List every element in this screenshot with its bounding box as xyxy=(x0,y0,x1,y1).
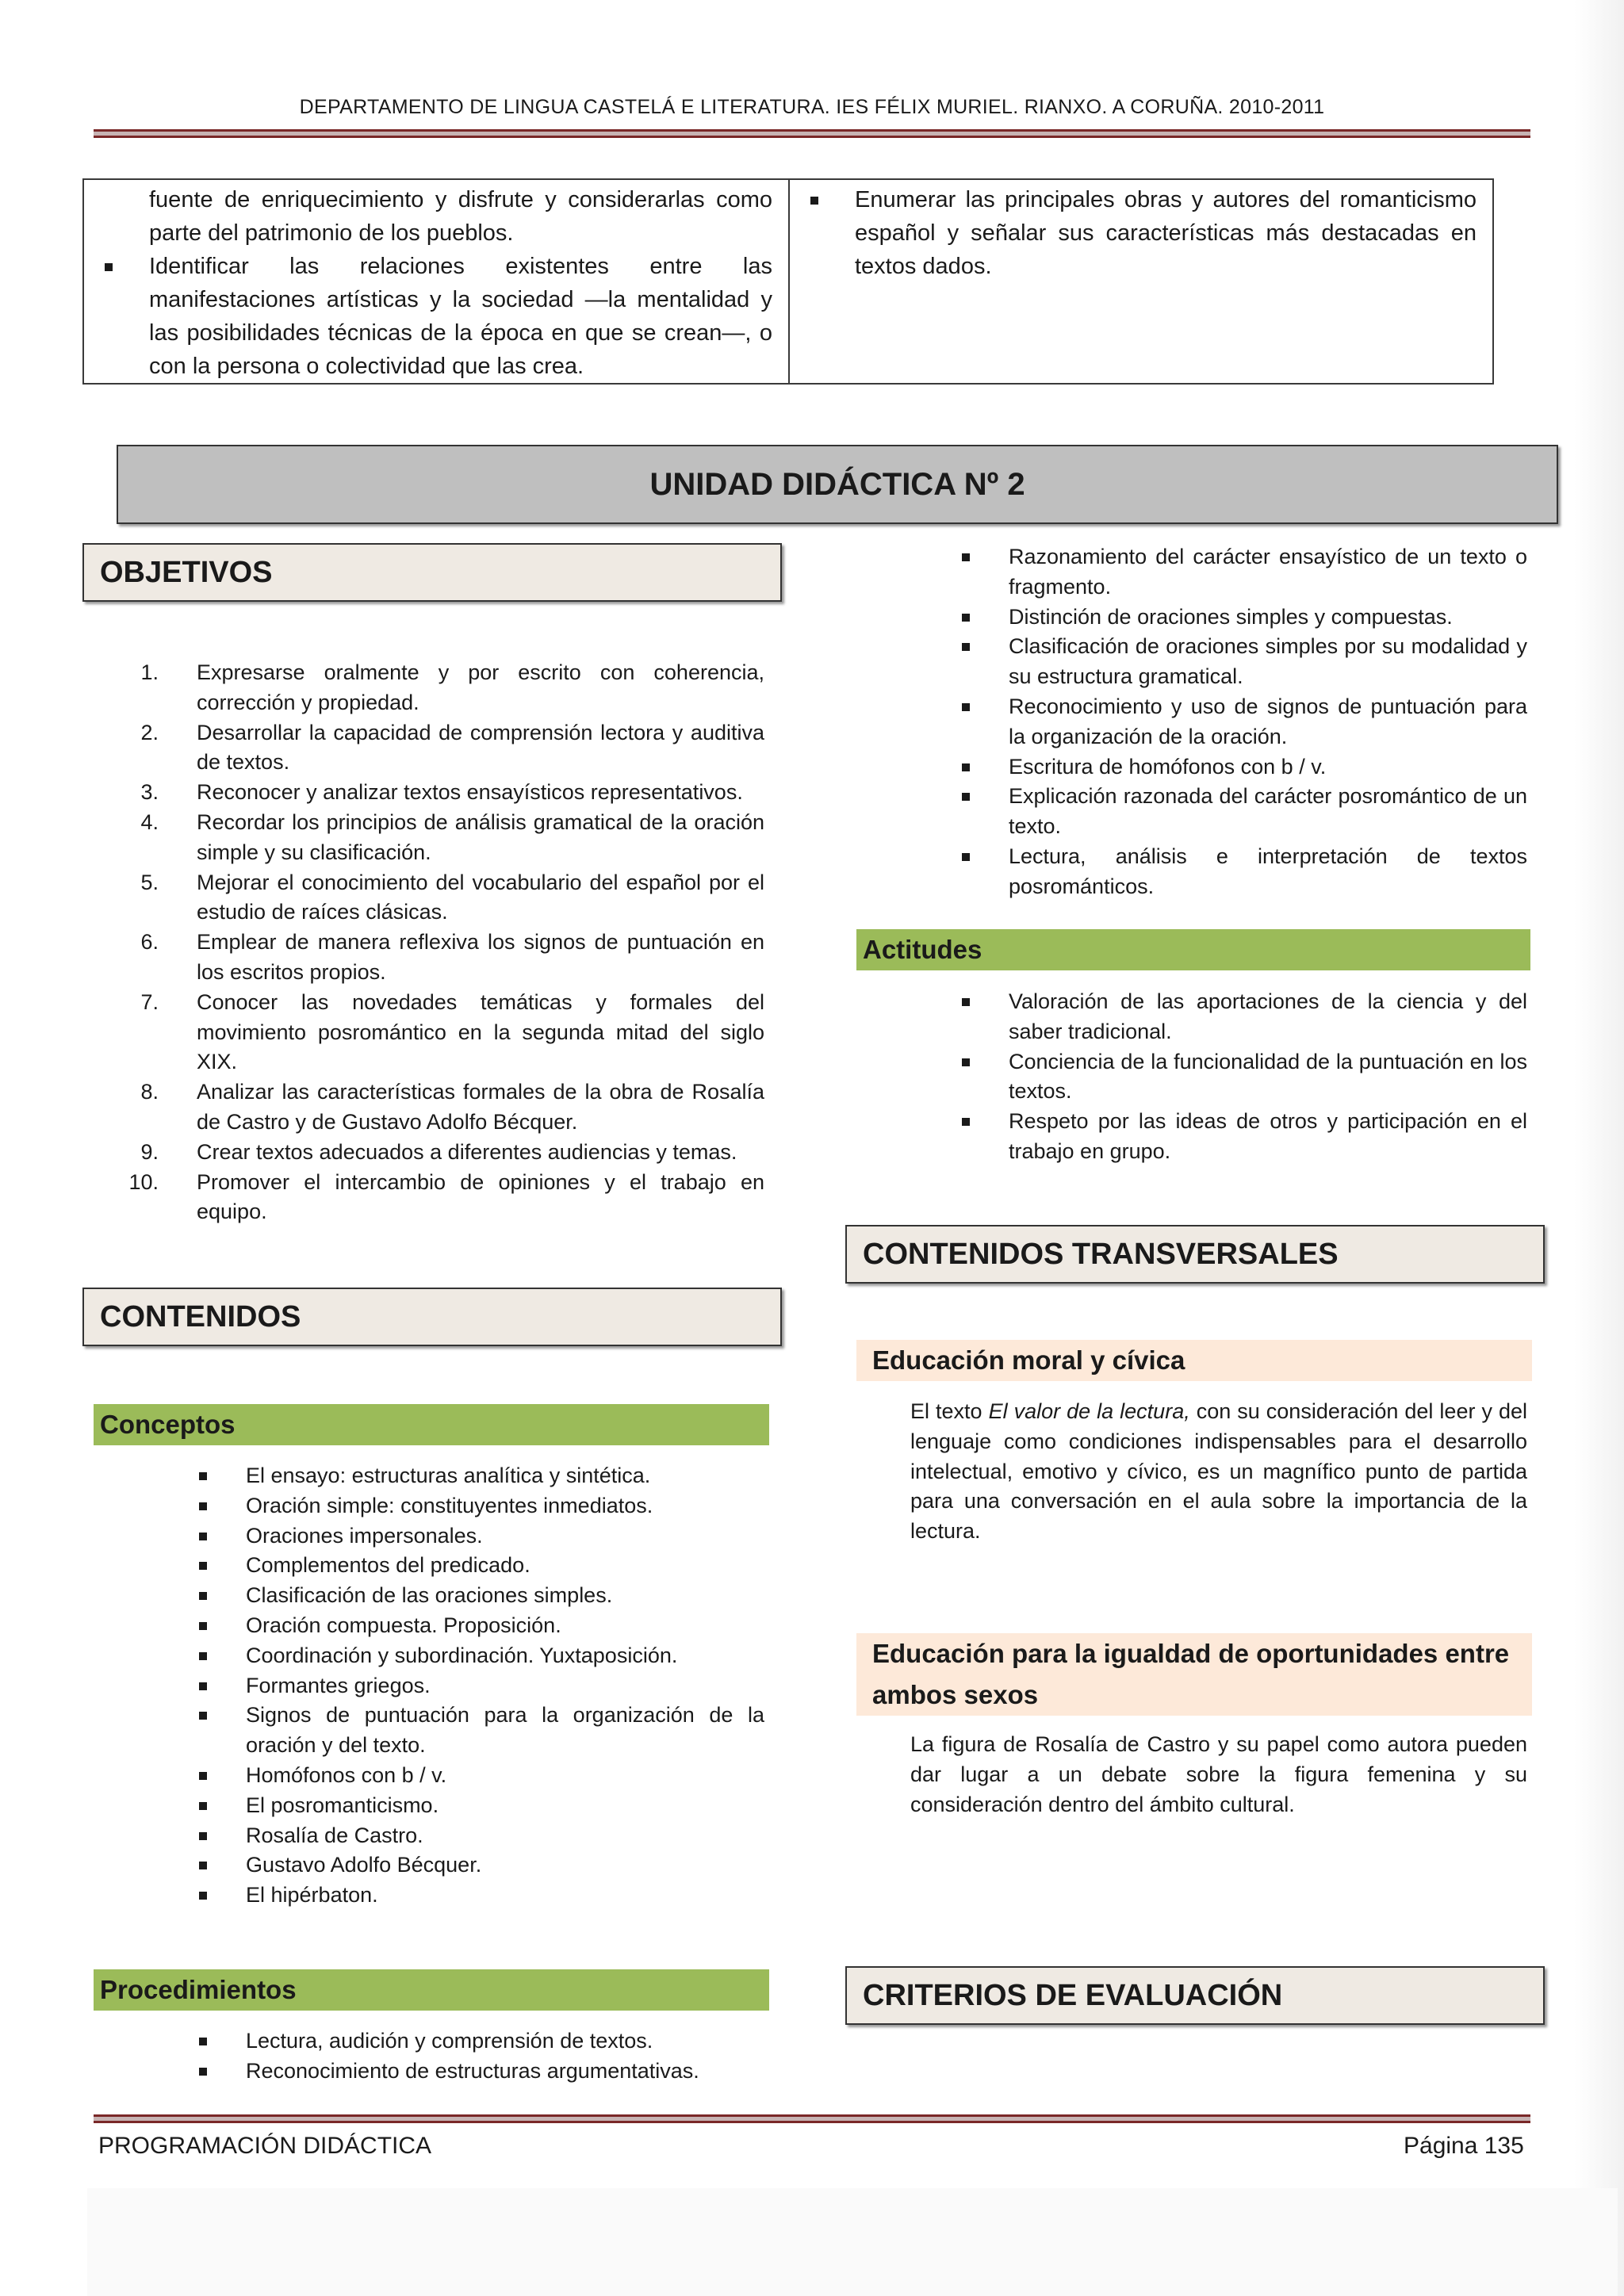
list-item xyxy=(198,1881,764,1911)
table-list-item xyxy=(100,250,772,383)
footer-rule xyxy=(94,2114,1530,2123)
list-number: 7. xyxy=(140,989,159,1014)
list-number: 10. xyxy=(128,1169,159,1194)
page-right-shade xyxy=(1574,0,1624,2296)
list-item-text: Lectura, audición y comprensión de textos. xyxy=(246,2029,653,2053)
bullet-icon xyxy=(199,1832,207,1840)
page-header: DEPARTAMENTO DE LINGUA CASTELÁ E LITERATURA. IES FÉLIX MURIEL. RIANXO. A CORUÑA. 2010-2011 xyxy=(299,96,1325,118)
list-number: 1. xyxy=(140,660,159,684)
bullet-icon xyxy=(199,1712,207,1720)
list-item-text: Reconocer y analizar textos ensayísticos representativos. xyxy=(197,780,743,805)
table-cell-left xyxy=(83,179,789,384)
igualdad-text: La figura de Rosalía de Castro y su papel como autora pueden dar lugar a un debate sobre la figura femenina y su consideración dentro del ámbito cultural. xyxy=(910,1732,1527,1816)
moral-text-post: con su consideración del leer y del lenguaje como condiciones indispensables para el desarrollo intelectual, emotivo y cívico, es un magnífico punto de partida para una conversación en el aula sobre la importancia de la lectura. xyxy=(910,1399,1528,1544)
list-item-text: Conocer las novedades temáticas y formales del movimiento posromántico en la segunda mitad del siglo XIX. xyxy=(197,989,764,1074)
list-item xyxy=(959,1047,1527,1108)
list-item xyxy=(198,1641,764,1671)
list-item-text: Explicación razonada del carácter posromántico de un texto. xyxy=(1009,784,1527,839)
list-item-text: Homófonos con b / v. xyxy=(246,1762,447,1787)
procedimientos-label: Procedimientos xyxy=(94,1969,769,2011)
list-item xyxy=(198,1701,764,1761)
objetivos-heading: OBJETIVOS xyxy=(82,543,782,602)
list-item-text: Reconocimiento de estructuras argumentativas. xyxy=(246,2058,699,2083)
list-item xyxy=(198,1791,764,1821)
objetivos-list xyxy=(128,658,764,1227)
bullet-icon xyxy=(199,1622,207,1630)
bullet-icon xyxy=(962,1058,970,1066)
list-item xyxy=(198,1671,764,1701)
procedimientos-list-left xyxy=(198,2026,764,2087)
bullet-icon xyxy=(199,1682,207,1690)
list-item-text: Clasificación de oraciones simples por su modalidad y su estructura gramatical. xyxy=(1009,634,1527,689)
header-rule xyxy=(94,129,1530,138)
moral-text-title: El valor de la lectura, xyxy=(988,1399,1190,1423)
igualdad-label: Educación para la igualdad de oportunidades entre ambos sexos xyxy=(856,1633,1532,1716)
bullet-icon xyxy=(199,1772,207,1780)
list-item-text: El hipérbaton. xyxy=(246,1883,378,1908)
bullet-icon xyxy=(199,1592,207,1600)
list-item xyxy=(198,1611,764,1641)
bullet-icon xyxy=(810,197,818,205)
list-item-text: Razonamiento del carácter ensayístico de un texto o fragmento. xyxy=(1009,545,1527,599)
bullet-icon xyxy=(962,703,970,711)
bullet-icon xyxy=(199,2038,207,2045)
list-item-text: Expresarse oralmente y por escrito con coherencia, corrección y propiedad. xyxy=(197,660,764,714)
bullet-icon xyxy=(199,1862,207,1869)
list-item-text: Desarrollar la capacidad de comprensión lectora y auditiva de textos. xyxy=(197,720,764,775)
list-item xyxy=(959,632,1527,692)
list-item xyxy=(198,2057,764,2087)
list-item xyxy=(140,778,764,808)
list-item xyxy=(959,842,1527,902)
bullet-icon xyxy=(105,263,113,271)
bullet-icon xyxy=(199,1892,207,1900)
list-item-text: Escritura de homófonos con b / v. xyxy=(1009,754,1327,779)
unit-title: UNIDAD DIDÁCTICA Nº 2 xyxy=(117,445,1558,524)
list-item-text: Formantes griegos. xyxy=(246,1673,431,1697)
list-item xyxy=(198,2026,764,2057)
bullet-icon xyxy=(199,1562,207,1570)
list-item-text: Respeto por las ideas de otros y participación en el trabajo en grupo. xyxy=(1009,1109,1527,1163)
bullet-icon xyxy=(962,998,970,1006)
bullet-icon xyxy=(962,614,970,622)
list-item xyxy=(198,1850,764,1881)
list-item xyxy=(198,1581,764,1611)
list-item-text: Analizar las características formales de la obra de Rosalía de Castro y de Gustavo Adolfo Bécquer. xyxy=(197,1080,764,1134)
list-item-text: Distinción de oraciones simples y compuestas. xyxy=(1009,604,1453,629)
list-number: 3. xyxy=(140,780,159,805)
conceptos-list xyxy=(198,1461,764,1911)
list-item xyxy=(198,1461,764,1491)
list-item-text: Oración simple: constituyentes inmediatos. xyxy=(246,1493,653,1517)
list-number: 4. xyxy=(140,809,159,834)
list-number: 5. xyxy=(140,870,159,894)
bullet-icon xyxy=(199,1533,207,1540)
list-item xyxy=(959,1107,1527,1167)
bullet-icon xyxy=(199,1472,207,1480)
bullet-icon xyxy=(199,1652,207,1660)
list-item-text: Promover el intercambio de opiniones y el trabajo en equipo. xyxy=(197,1169,764,1224)
list-number: 2. xyxy=(140,720,159,744)
list-item xyxy=(959,752,1527,783)
table-list-item-text: Identificar las relaciones existentes entre las manifestaciones artísticas y la sociedad —la mentalidad y las posibilidades técnicas de la época en que se crean—, o con la persona o colectividad que las crea. xyxy=(149,254,772,379)
list-item xyxy=(198,1821,764,1851)
actitudes-label: Actitudes xyxy=(856,929,1530,970)
bullet-icon xyxy=(962,793,970,801)
list-item xyxy=(959,542,1527,603)
list-item xyxy=(198,1761,764,1791)
list-item-text: Valoración de las aportaciones de la ciencia y del saber tradicional. xyxy=(1009,989,1527,1043)
list-item xyxy=(140,808,764,868)
list-number: 9. xyxy=(140,1139,159,1164)
list-item-text: Conciencia de la funcionalidad de la puntuación en los textos. xyxy=(1009,1049,1527,1104)
list-number: 8. xyxy=(140,1080,159,1104)
list-item xyxy=(959,603,1527,633)
conceptos-label: Conceptos xyxy=(94,1404,769,1445)
bullet-icon xyxy=(199,1802,207,1810)
list-item xyxy=(198,1521,764,1552)
page-number: Página 135 xyxy=(1404,2133,1524,2159)
bullet-icon xyxy=(199,2068,207,2076)
list-item xyxy=(959,782,1527,842)
list-item xyxy=(128,1168,764,1228)
list-item-text: Clasificación de las oraciones simples. xyxy=(246,1583,613,1608)
list-item-text: Coordinación y subordinación. Yuxtaposición. xyxy=(246,1643,678,1667)
list-item xyxy=(140,1138,764,1168)
list-item-text: Reconocimiento y uso de signos de puntuación para la organización de la oración. xyxy=(1009,694,1527,748)
moral-label: Educación moral y cívica xyxy=(856,1340,1532,1381)
table-list-item-text: Enumerar las principales obras y autores del romanticismo español y señalar sus características más destacadas en textos dados. xyxy=(855,187,1477,279)
list-item-text: Rosalía de Castro. xyxy=(246,1823,423,1847)
bullet-icon xyxy=(962,1118,970,1126)
list-item xyxy=(198,1491,764,1521)
previous-unit-table xyxy=(82,178,1494,385)
list-item-text: Mejorar el conocimiento del vocabulario del español por el estudio de raíces clásicas. xyxy=(197,870,764,924)
moral-text-pre: El texto xyxy=(910,1399,989,1423)
list-item xyxy=(140,928,764,988)
list-item xyxy=(140,658,764,718)
procedimientos-list-right xyxy=(959,542,1527,902)
actitudes-list xyxy=(959,987,1527,1167)
contenidos-heading: CONTENIDOS xyxy=(82,1288,782,1346)
list-item xyxy=(140,868,764,928)
list-item-text: Oraciones impersonales. xyxy=(246,1523,483,1548)
list-item xyxy=(198,1551,764,1581)
list-item-text: Oración compuesta. Proposición. xyxy=(246,1613,561,1637)
list-item-text: El posromanticismo. xyxy=(246,1793,439,1817)
list-item xyxy=(959,692,1527,752)
list-item-text: Crear textos adecuados a diferentes audiencias y temas. xyxy=(197,1139,737,1164)
table-list-item xyxy=(806,183,1477,283)
list-item-text: Signos de puntuación para la organización de la oración y del texto. xyxy=(246,1703,764,1758)
list-item xyxy=(959,987,1527,1047)
list-item-text: Gustavo Adolfo Bécquer. xyxy=(246,1853,482,1877)
footer-title: PROGRAMACIÓN DIDÁCTICA xyxy=(98,2133,432,2159)
list-item-text: Complementos del predicado. xyxy=(246,1553,530,1578)
list-item-text: Lectura, análisis e interpretación de textos posrománticos. xyxy=(1009,844,1527,898)
transversales-heading: CONTENIDOS TRANSVERSALES xyxy=(845,1225,1545,1284)
moral-text xyxy=(910,1397,1527,1547)
list-item-text: Emplear de manera reflexiva los signos de puntuación en los escritos propios. xyxy=(197,930,764,984)
list-item-text: Recordar los principios de análisis gramatical de la oración simple y su clasificación. xyxy=(197,809,764,864)
bullet-icon xyxy=(199,1502,207,1510)
bullet-icon xyxy=(962,643,970,651)
list-number: 6. xyxy=(140,930,159,955)
criterios-heading: CRITERIOS DE EVALUACIÓN xyxy=(845,1966,1545,2025)
bullet-icon xyxy=(962,763,970,771)
bullet-icon xyxy=(962,553,970,561)
bullet-icon xyxy=(962,853,970,861)
table-cell-right xyxy=(789,179,1493,384)
table-cell-continuation: fuente de enriquecimiento y disfrute y considerarlas como parte del patrimonio de los pueblos. xyxy=(149,187,772,246)
list-item xyxy=(140,1077,764,1138)
page-bottom-shade xyxy=(87,2188,1618,2296)
list-item xyxy=(140,718,764,779)
list-item xyxy=(140,988,764,1077)
list-item-text: El ensayo: estructuras analítica y sintética. xyxy=(246,1464,651,1487)
